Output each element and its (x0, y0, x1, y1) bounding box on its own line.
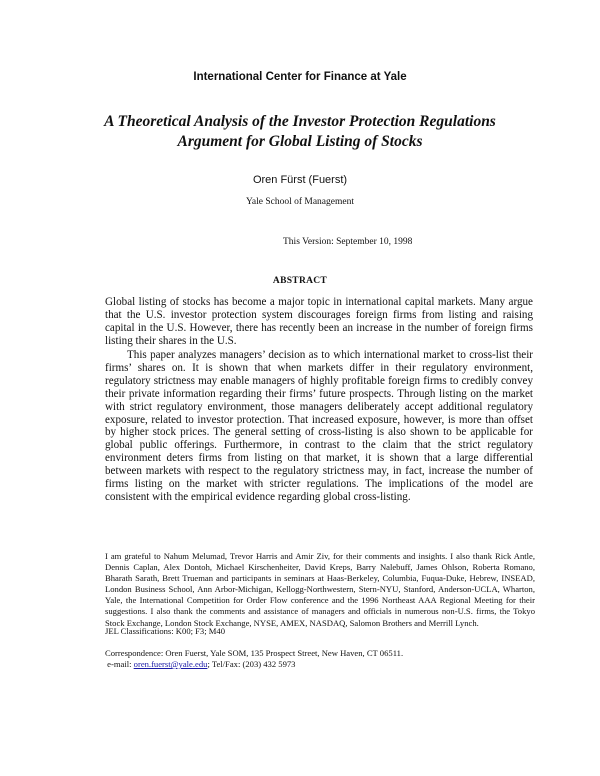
author-name: Oren Fürst (Fuerst) (252, 174, 348, 186)
correspondence-address: Correspondence: Oren Fuerst, Yale SOM, 135 Prospect Street, New Haven, CT 06511. (105, 648, 404, 658)
email-link[interactable]: oren.fuerst@yale.edu (133, 659, 208, 670)
acknowledgment-footnote: I am grateful to Nahum Melumad, Trevor Harris and Amir Ziv, for their comments and insights. I also thank Rick Antle, Dennis Caplan, Alex Dontoh, Michael Kirschenheiter, David Kreps, Barry Nalebuff, James Ohlson, Roberta Romano, Bharath Sarath, Brett Trueman and participants in seminars at Haas-Berkeley, Columbia, Fuqua-Duke, Hebrew, INSEAD, London Business School, Ann Arbor-Michigan, Kellogg-Northwestern, Stern-NYU, Stanford, Anderson-UCLA, Wharton, Yale, the International Competition for Order Flow conference and the 1996 Northeast AAA Regional Meeting for their suggestions. I also thank the comments and assistance of managers and officials in numerous non-U.S. firms, the Tokyo Stock Exchange, London Stock Exchange, NYSE, AMEX, NASDAQ, Salomon Brothers and Merrill Lynch. (105, 551, 535, 628)
institution-header: International Center for Finance at Yale (193, 71, 407, 83)
author-affiliation: Yale School of Management (245, 197, 354, 207)
version-date: This Version: September 10, 1998 (283, 237, 413, 247)
email-label: e-mail: (107, 659, 132, 670)
tel-fax: ; Tel/Fax: (203) 432 5973 (207, 659, 296, 670)
contact-line (105, 659, 535, 670)
correspondence-block (105, 648, 535, 670)
paper-title-line-2: Argument for Global Listing of Stocks (177, 133, 423, 150)
abstract-heading: ABSTRACT (272, 276, 328, 286)
abstract-paragraph-2: This paper analyzes managers’ decision as to which international market to cross-list their firms’ shares on. It is shown that when markets differ in their regulatory environment, regulatory strictness may enable managers of highly profitable foreign firms to credibly convey their private information regarding their firms’ future prospects. Through listing on the market with strict regulatory environment, those managers deliberately accept additional regulatory exposure, related to investor protection. That increased exposure, however, is more than offset by higher stock prices. The general setting of cross-listing is also shown to be applicable for global public offerings. Furthermore, in contrast to the claim that the strict regulatory environment deters firms from listing on that market, it is shown that a large differential between markets with respect to the regulatory strictness may, in fact, increase the number of firms listing on the market with stricter regulations. The implications of the model are consistent with the empirical evidence regarding global cross-listing. (105, 349, 533, 503)
abstract-paragraph-1: Global listing of stocks has become a major topic in international capital markets. Many argue that the U.S. investor protection system discourages foreign firms from listing and raising capital in the U.S. However, there has recently been an increase in the number of foreign firms listing their shares in the U.S. (105, 296, 533, 347)
paper-title (0, 112, 600, 152)
jel-classifications: JEL Classifications: K00; F3; M40 (105, 626, 225, 636)
paper-title-line-1: A Theoretical Analysis of the Investor Protection Regulations (104, 113, 496, 130)
